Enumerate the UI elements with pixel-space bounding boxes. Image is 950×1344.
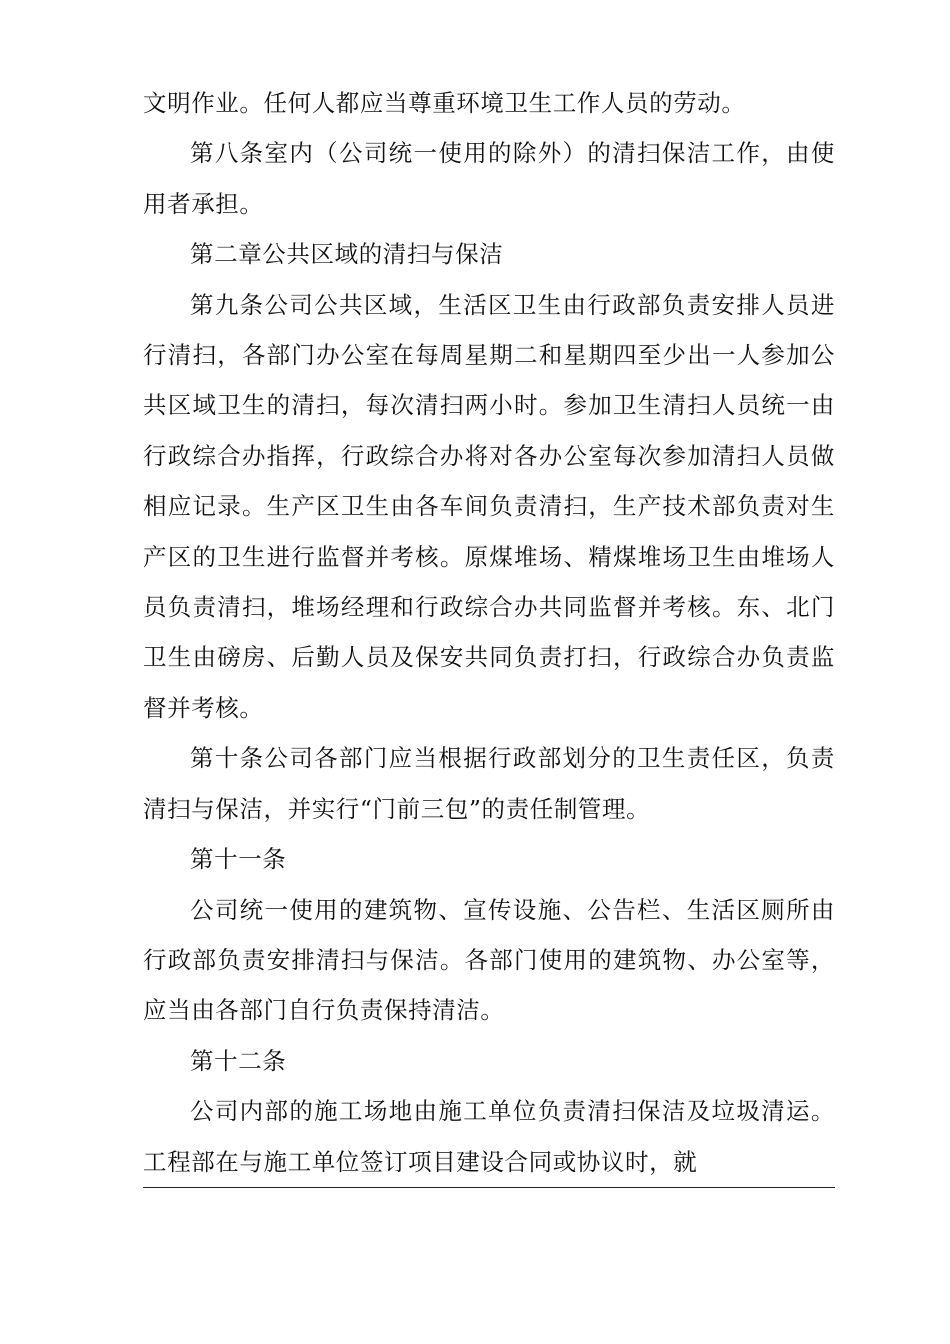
paragraph-article-9: 第九条公司公共区域，生活区卫生由行政部负责安排人员进行清扫，各部门办公室在每周星期二和星期四至少出一人参加公共区域卫生的清扫，每次清扫两小时。参加卫生清扫人员统一由行政综合办指挥，行政综合办将对各办公室每次参加清扫人员做相应记录。生产区卫生由各车间负责清扫，生产技术部负责对生产区的卫生进行监督并考核。原煤堆场、精煤堆场卫生由堆场人员负责清扫，堆场经理和行政综合办共同监督并考核。东、北门卫生由磅房、后勤人员及保安共同负责打扫，行政综合办负责监督并考核。 (143, 290, 835, 722)
article-12-heading: 第十二条 (190, 1046, 287, 1075)
footer-divider (143, 1187, 835, 1188)
document-body (143, 78, 835, 1187)
chapter-heading-2: 第二章公共区域的清扫与保洁 (190, 240, 504, 269)
paragraph-article-12: 公司内部的施工场地由施工单位负责清扫保洁及垃圾清运。工程部在与施工单位签订项目建设合同或协议时，就 (143, 1097, 835, 1176)
article-11-heading: 第十一条 (190, 845, 287, 874)
paragraph-article-8: 第八条室内（公司统一使用的除外）的清扫保洁工作，由使用者承担。 (143, 139, 835, 218)
paragraph-article-10: 第十条公司各部门应当根据行政部划分的卫生责任区，负责清扫与保洁，并实行“门前三包”的责任制管理。 (143, 744, 835, 823)
paragraph-article-11: 公司统一使用的建筑物、宣传设施、公告栏、生活区厕所由行政部负责安排清扫与保洁。各部门使用的建筑物、办公室等，应当由各部门自行负责保持清洁。 (143, 895, 835, 1025)
paragraph-continuation: 文明作业。任何人都应当尊重环境卫生工作人员的劳动。 (143, 89, 746, 117)
